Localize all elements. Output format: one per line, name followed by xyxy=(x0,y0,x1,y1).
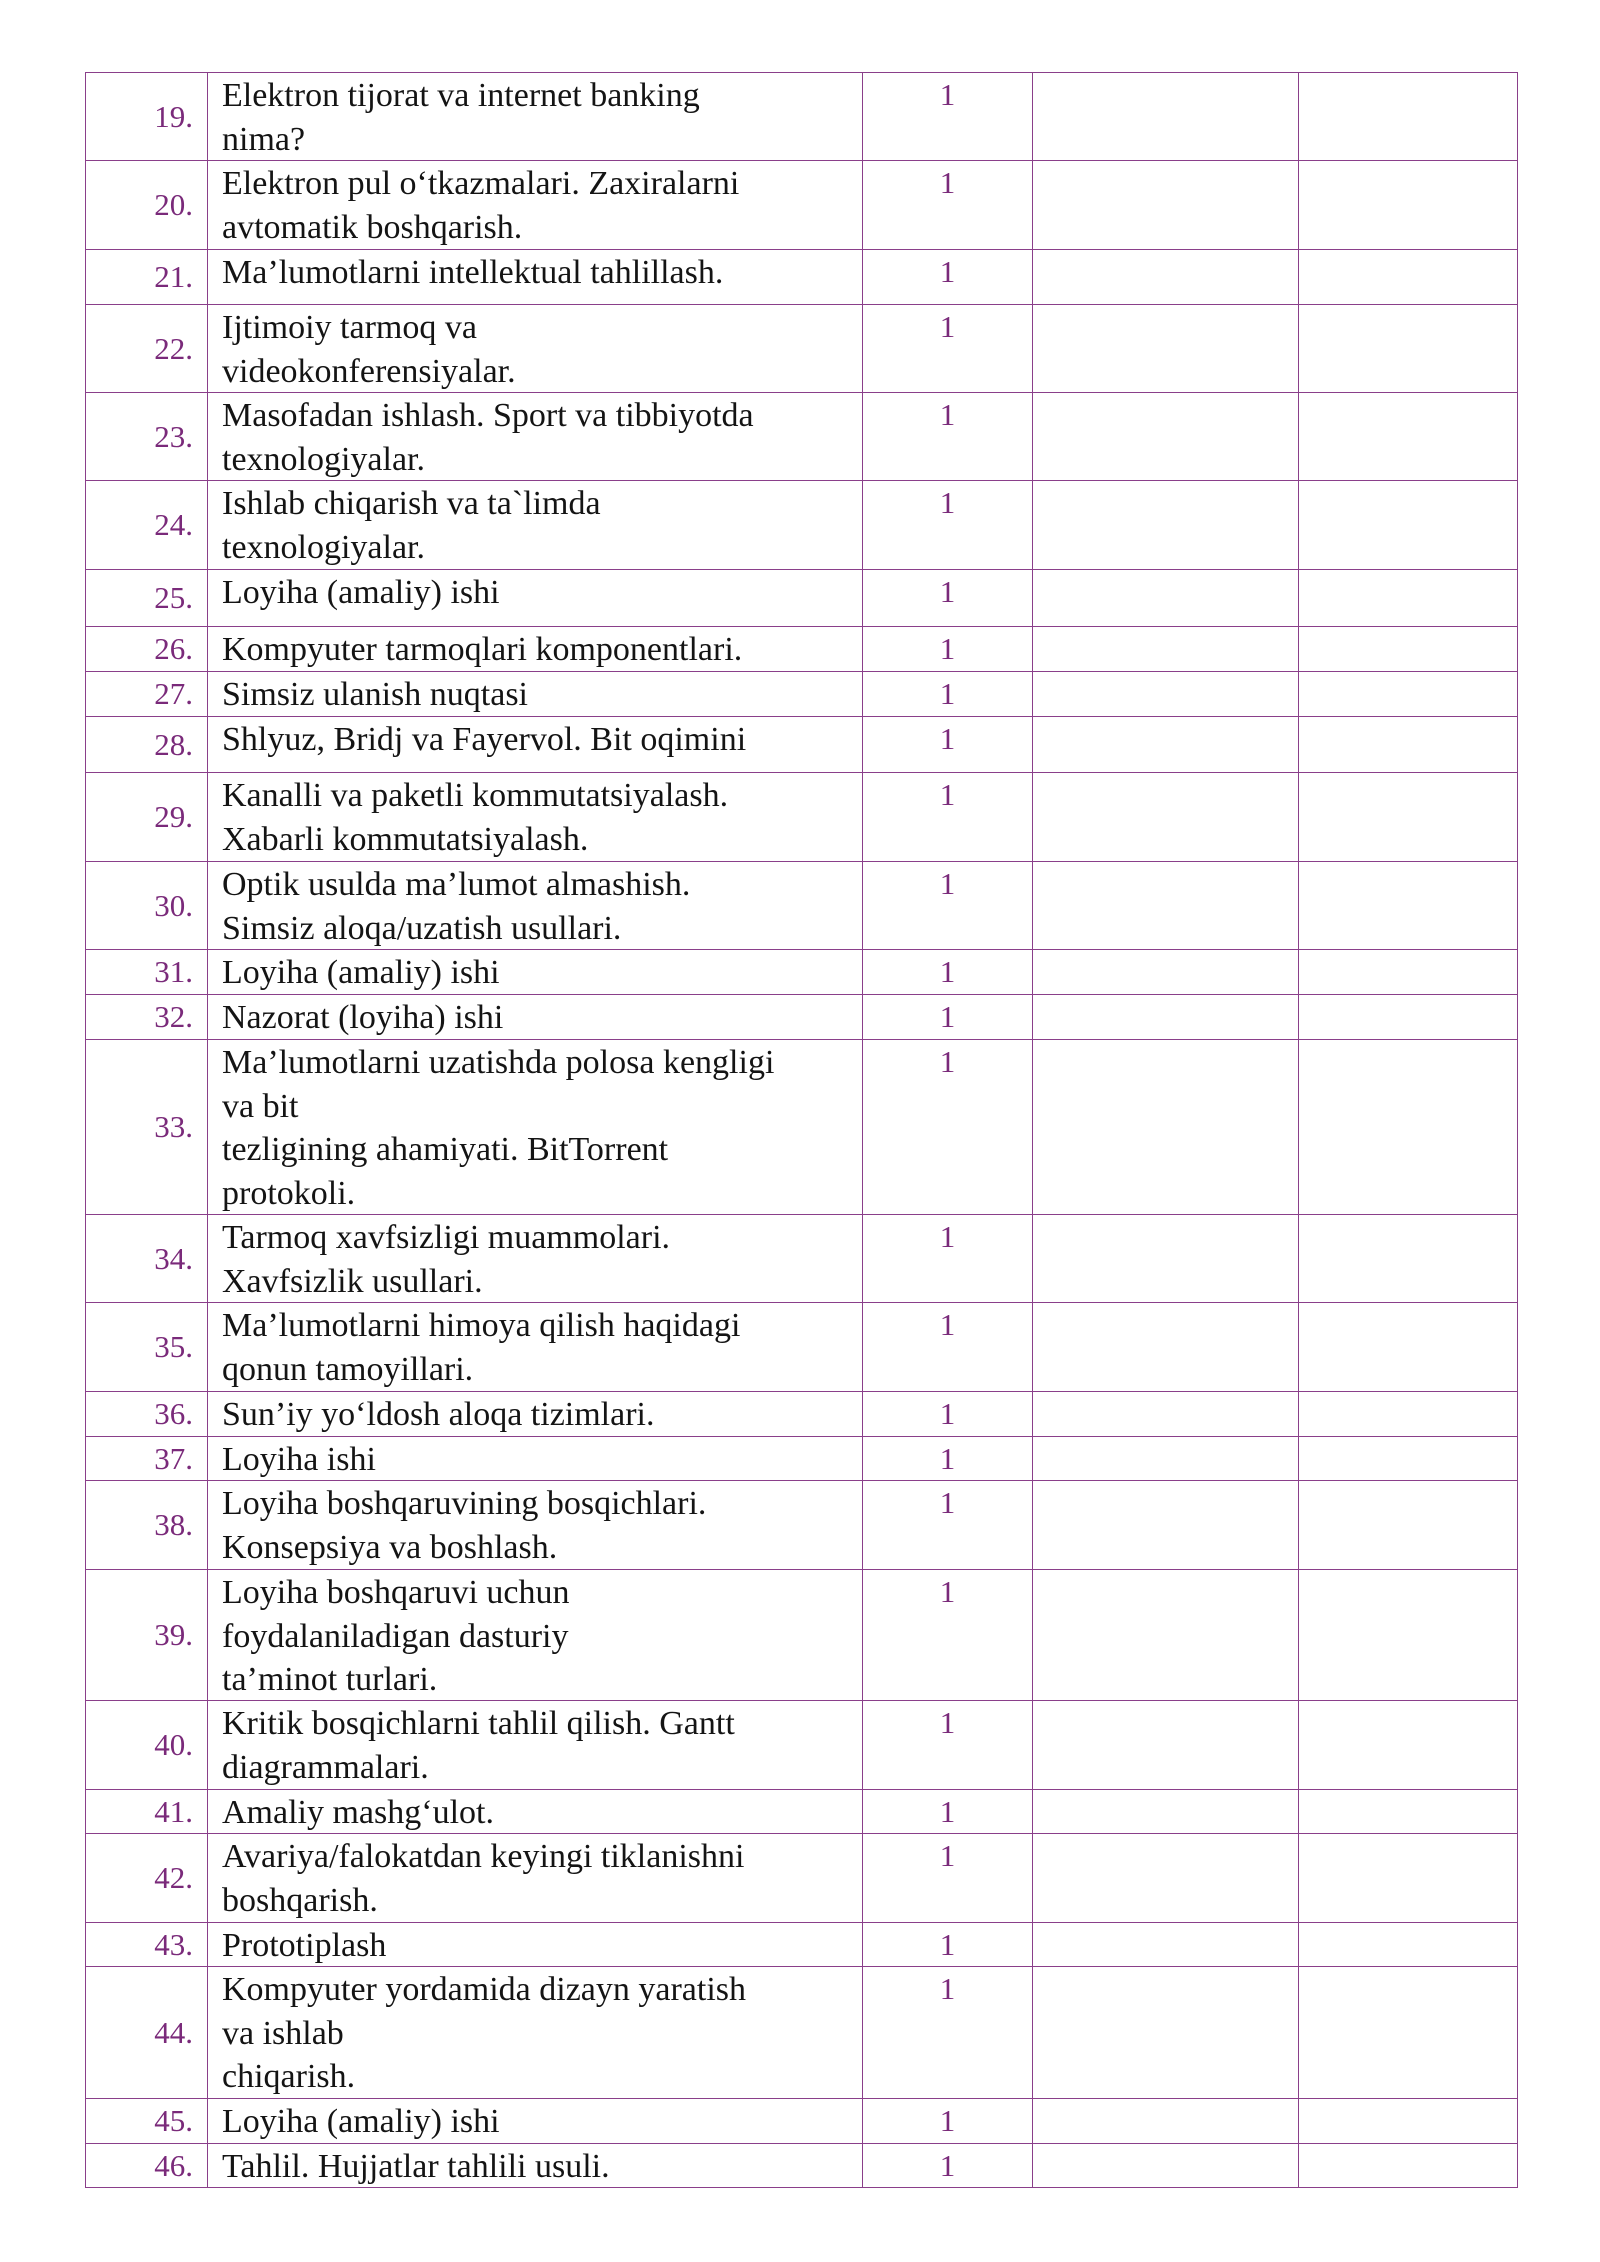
topic-line: protokoli. xyxy=(222,1174,356,1212)
curriculum-table xyxy=(85,72,1518,2188)
topic-line: Ma’lumotlarni uzatishda polosa kengligi xyxy=(222,1044,775,1081)
row-number: 24. xyxy=(86,481,208,570)
row-number: 23. xyxy=(86,393,208,481)
empty-cell-b xyxy=(1299,1215,1518,1303)
topic-line: Ma’lumotlarni intellektual tahlillash. xyxy=(222,254,724,291)
empty-cell-a xyxy=(1033,717,1299,773)
topic-line: boshqarish. xyxy=(222,1881,378,1919)
empty-cell-b xyxy=(1299,1701,1518,1790)
hours-cell: 1 xyxy=(863,1967,1033,2099)
table-row xyxy=(86,1570,1518,1701)
empty-cell-a xyxy=(1033,1570,1299,1701)
empty-cell-b xyxy=(1299,862,1518,950)
row-number: 29. xyxy=(86,773,208,862)
topic-line: avtomatik boshqarish. xyxy=(222,208,523,246)
empty-cell-b xyxy=(1299,1570,1518,1701)
topic-cell xyxy=(208,1215,863,1303)
hours-cell: 1 xyxy=(863,1834,1033,1923)
empty-cell-a xyxy=(1033,1701,1299,1790)
topic-cell xyxy=(208,1967,863,2099)
topic-line: Kanalli va paketli kommutatsiyalash. xyxy=(222,777,729,814)
row-number: 38. xyxy=(86,1481,208,1570)
topic-cell xyxy=(208,2144,863,2188)
row-number: 36. xyxy=(86,1392,208,1437)
empty-cell-a xyxy=(1033,672,1299,717)
hours-cell: 1 xyxy=(863,1923,1033,1967)
topic-line: Shlyuz, Bridj va Fayervol. Bit oqimini xyxy=(222,721,747,758)
topic-line: Xabarli kommutatsiyalash. xyxy=(222,820,589,858)
table-row xyxy=(86,1923,1518,1967)
table-row xyxy=(86,995,1518,1040)
hours-cell: 1 xyxy=(863,1040,1033,1215)
table-row xyxy=(86,2144,1518,2188)
topic-line: diagrammalari. xyxy=(222,1748,429,1786)
empty-cell-a xyxy=(1033,1303,1299,1392)
topic-cell xyxy=(208,1923,863,1967)
topic-line: Simsiz ulanish nuqtasi xyxy=(222,676,528,713)
empty-cell-a xyxy=(1033,570,1299,627)
row-number: 37. xyxy=(86,1437,208,1481)
topic-cell xyxy=(208,773,863,862)
empty-cell-b xyxy=(1299,950,1518,995)
row-number: 45. xyxy=(86,2099,208,2144)
topic-line: va bit xyxy=(222,1087,299,1125)
topic-line: Elektron pul o‘tkazmalari. Zaxiralarni xyxy=(222,165,740,202)
empty-cell-a xyxy=(1033,995,1299,1040)
table-body xyxy=(86,73,1518,2188)
empty-cell-b xyxy=(1299,1923,1518,1967)
table-row xyxy=(86,1481,1518,1570)
empty-cell-a xyxy=(1033,481,1299,570)
hours-cell: 1 xyxy=(863,717,1033,773)
row-number: 46. xyxy=(86,2144,208,2188)
row-number: 27. xyxy=(86,672,208,717)
topic-line: Prototiplash xyxy=(222,1927,387,1964)
topic-line: Elektron tijorat va internet banking xyxy=(222,77,700,114)
row-number: 25. xyxy=(86,570,208,627)
hours-cell: 1 xyxy=(863,73,1033,161)
empty-cell-a xyxy=(1033,161,1299,250)
empty-cell-b xyxy=(1299,161,1518,250)
empty-cell-b xyxy=(1299,1303,1518,1392)
empty-cell-a xyxy=(1033,950,1299,995)
hours-cell: 1 xyxy=(863,1570,1033,1701)
empty-cell-a xyxy=(1033,305,1299,393)
empty-cell-a xyxy=(1033,1481,1299,1570)
topic-line: Masofadan ishlash. Sport va tibbiyotda xyxy=(222,397,754,434)
empty-cell-a xyxy=(1033,1437,1299,1481)
hours-cell: 1 xyxy=(863,672,1033,717)
hours-cell: 1 xyxy=(863,570,1033,627)
empty-cell-b xyxy=(1299,305,1518,393)
topic-cell xyxy=(208,717,863,773)
topic-line: Tarmoq xavfsizligi muammolari. xyxy=(222,1219,671,1256)
hours-cell: 1 xyxy=(863,862,1033,950)
table-row xyxy=(86,2099,1518,2144)
table-row xyxy=(86,73,1518,161)
row-number: 44. xyxy=(86,1967,208,2099)
hours-cell: 1 xyxy=(863,950,1033,995)
topic-line: Ishlab chiqarish va ta`limda xyxy=(222,485,601,522)
empty-cell-a xyxy=(1033,2099,1299,2144)
topic-line: Kritik bosqichlarni tahlil qilish. Gantt xyxy=(222,1705,735,1742)
table-row xyxy=(86,717,1518,773)
row-number: 40. xyxy=(86,1701,208,1790)
empty-cell-b xyxy=(1299,2144,1518,2188)
table-row xyxy=(86,1040,1518,1215)
topic-line: texnologiyalar. xyxy=(222,440,426,478)
row-number: 42. xyxy=(86,1834,208,1923)
hours-cell: 1 xyxy=(863,1215,1033,1303)
topic-line: Xavfsizlik usullari. xyxy=(222,1262,483,1300)
empty-cell-a xyxy=(1033,1215,1299,1303)
topic-line: Optik usulda ma’lumot almashish. xyxy=(222,866,691,903)
topic-cell xyxy=(208,995,863,1040)
table-row xyxy=(86,1790,1518,1834)
row-number: 21. xyxy=(86,250,208,305)
hours-cell: 1 xyxy=(863,481,1033,570)
topic-cell xyxy=(208,393,863,481)
hours-cell: 1 xyxy=(863,1437,1033,1481)
topic-line: Tahlil. Hujjatlar tahlili usuli. xyxy=(222,2148,610,2185)
empty-cell-a xyxy=(1033,1040,1299,1215)
empty-cell-b xyxy=(1299,250,1518,305)
empty-cell-b xyxy=(1299,1834,1518,1923)
empty-cell-b xyxy=(1299,1392,1518,1437)
topic-line: Kompyuter yordamida dizayn yaratish xyxy=(222,1971,747,2008)
hours-cell: 1 xyxy=(863,995,1033,1040)
row-number: 19. xyxy=(86,73,208,161)
table-row xyxy=(86,481,1518,570)
empty-cell-a xyxy=(1033,627,1299,672)
topic-line: Simsiz aloqa/uzatish usullari. xyxy=(222,909,622,947)
topic-cell xyxy=(208,161,863,250)
table-row xyxy=(86,393,1518,481)
row-number: 30. xyxy=(86,862,208,950)
topic-cell xyxy=(208,1570,863,1701)
topic-cell xyxy=(208,305,863,393)
table-row xyxy=(86,1701,1518,1790)
table-row xyxy=(86,1834,1518,1923)
topic-cell xyxy=(208,2099,863,2144)
topic-cell xyxy=(208,481,863,570)
topic-line: Nazorat (loyiha) ishi xyxy=(222,999,504,1036)
topic-line: qonun tamoyillari. xyxy=(222,1350,474,1388)
topic-line: chiqarish. xyxy=(222,2058,356,2095)
topic-line: texnologiyalar. xyxy=(222,528,426,566)
table-row xyxy=(86,250,1518,305)
empty-cell-a xyxy=(1033,773,1299,862)
empty-cell-b xyxy=(1299,717,1518,773)
empty-cell-b xyxy=(1299,627,1518,672)
table-row xyxy=(86,950,1518,995)
topic-line: foydalaniladigan dasturiy xyxy=(222,1617,569,1655)
topic-cell xyxy=(208,73,863,161)
topic-line: Loyiha ishi xyxy=(222,1441,376,1478)
hours-cell: 1 xyxy=(863,2099,1033,2144)
topic-line: tezligining ahamiyati. BitTorrent xyxy=(222,1131,669,1168)
topic-line: Loyiha boshqaruvi uchun xyxy=(222,1574,570,1611)
topic-cell xyxy=(208,250,863,305)
row-number: 39. xyxy=(86,1570,208,1701)
topic-line: Amaliy mashg‘ulot. xyxy=(222,1794,494,1831)
empty-cell-b xyxy=(1299,1040,1518,1215)
empty-cell-a xyxy=(1033,250,1299,305)
topic-cell xyxy=(208,570,863,627)
topic-cell xyxy=(208,1790,863,1834)
topic-cell xyxy=(208,1040,863,1215)
row-number: 34. xyxy=(86,1215,208,1303)
table-row xyxy=(86,1392,1518,1437)
topic-cell xyxy=(208,1303,863,1392)
topic-line: Sun’iy yo‘ldosh aloqa tizimlari. xyxy=(222,1396,655,1433)
empty-cell-b xyxy=(1299,570,1518,627)
empty-cell-b xyxy=(1299,73,1518,161)
topic-line: Avariya/falokatdan keyingi tiklanishni xyxy=(222,1838,745,1875)
row-number: 32. xyxy=(86,995,208,1040)
empty-cell-a xyxy=(1033,73,1299,161)
hours-cell: 1 xyxy=(863,1701,1033,1790)
empty-cell-b xyxy=(1299,672,1518,717)
empty-cell-b xyxy=(1299,995,1518,1040)
row-number: 43. xyxy=(86,1923,208,1967)
table-row xyxy=(86,672,1518,717)
row-number: 28. xyxy=(86,717,208,773)
empty-cell-a xyxy=(1033,1392,1299,1437)
row-number: 22. xyxy=(86,305,208,393)
topic-line: va ishlab xyxy=(222,2014,344,2052)
topic-line: Ma’lumotlarni himoya qilish haqidagi xyxy=(222,1307,741,1344)
empty-cell-b xyxy=(1299,1790,1518,1834)
hours-cell: 1 xyxy=(863,305,1033,393)
row-number: 35. xyxy=(86,1303,208,1392)
table-row xyxy=(86,627,1518,672)
table-row xyxy=(86,1437,1518,1481)
empty-cell-b xyxy=(1299,393,1518,481)
hours-cell: 1 xyxy=(863,393,1033,481)
table-row xyxy=(86,773,1518,862)
hours-cell: 1 xyxy=(863,1392,1033,1437)
hours-cell: 1 xyxy=(863,1790,1033,1834)
hours-cell: 1 xyxy=(863,250,1033,305)
empty-cell-b xyxy=(1299,2099,1518,2144)
hours-cell: 1 xyxy=(863,161,1033,250)
topic-line: Loyiha (amaliy) ishi xyxy=(222,2103,500,2140)
topic-cell xyxy=(208,950,863,995)
table-row xyxy=(86,1303,1518,1392)
empty-cell-a xyxy=(1033,393,1299,481)
hours-cell: 1 xyxy=(863,1303,1033,1392)
topic-line: Ijtimoiy tarmoq va xyxy=(222,309,477,346)
topic-cell xyxy=(208,1437,863,1481)
table-row xyxy=(86,161,1518,250)
empty-cell-a xyxy=(1033,1967,1299,2099)
topic-cell xyxy=(208,1481,863,1570)
topic-line: Kompyuter tarmoqlari komponentlari. xyxy=(222,631,743,668)
empty-cell-b xyxy=(1299,1967,1518,2099)
topic-line: nima? xyxy=(222,120,306,158)
row-number: 31. xyxy=(86,950,208,995)
table-row xyxy=(86,1967,1518,2099)
table-row xyxy=(86,305,1518,393)
hours-cell: 1 xyxy=(863,773,1033,862)
empty-cell-b xyxy=(1299,773,1518,862)
row-number: 33. xyxy=(86,1040,208,1215)
empty-cell-a xyxy=(1033,1790,1299,1834)
empty-cell-b xyxy=(1299,481,1518,570)
empty-cell-a xyxy=(1033,1834,1299,1923)
row-number: 20. xyxy=(86,161,208,250)
topic-cell xyxy=(208,1701,863,1790)
empty-cell-a xyxy=(1033,862,1299,950)
hours-cell: 1 xyxy=(863,2144,1033,2188)
hours-cell: 1 xyxy=(863,627,1033,672)
empty-cell-a xyxy=(1033,2144,1299,2188)
topic-line: ta’minot turlari. xyxy=(222,1661,438,1698)
table-row xyxy=(86,570,1518,627)
table-row xyxy=(86,862,1518,950)
topic-cell xyxy=(208,862,863,950)
empty-cell-a xyxy=(1033,1923,1299,1967)
topic-line: Loyiha (amaliy) ishi xyxy=(222,954,500,991)
topic-line: Konsepsiya va boshlash. xyxy=(222,1528,558,1566)
topic-line: Loyiha (amaliy) ishi xyxy=(222,574,500,611)
empty-cell-b xyxy=(1299,1481,1518,1570)
topic-cell xyxy=(208,1834,863,1923)
topic-cell xyxy=(208,627,863,672)
empty-cell-b xyxy=(1299,1437,1518,1481)
topic-cell xyxy=(208,672,863,717)
topic-cell xyxy=(208,1392,863,1437)
hours-cell: 1 xyxy=(863,1481,1033,1570)
table-row xyxy=(86,1215,1518,1303)
row-number: 41. xyxy=(86,1790,208,1834)
topic-line: videokonferensiyalar. xyxy=(222,352,516,390)
row-number: 26. xyxy=(86,627,208,672)
topic-line: Loyiha boshqaruvining bosqichlari. xyxy=(222,1485,707,1522)
